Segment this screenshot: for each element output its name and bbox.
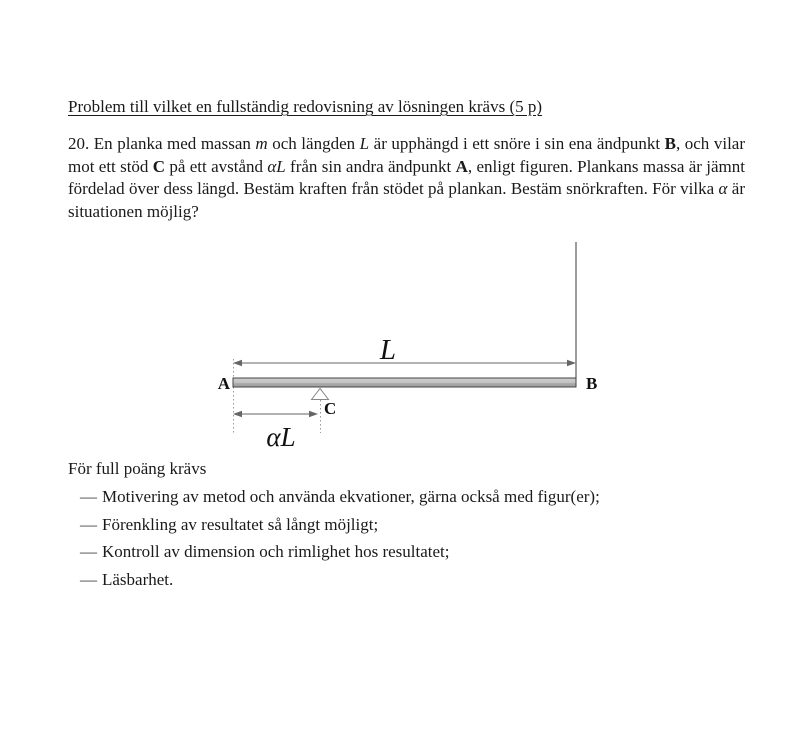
alpha-length-label: αL — [266, 422, 296, 452]
dash-marker: — — [80, 514, 97, 534]
point-label-A: A — [455, 156, 468, 176]
dimension-arrow-L — [233, 360, 576, 366]
endpoint-A-label: A — [217, 374, 230, 393]
text-run: 20. En planka med massan — [68, 134, 256, 153]
plank — [233, 378, 576, 387]
length-label: L — [379, 334, 397, 366]
requirement-text: Motivering av metod och använda ekvationer, gärna också med figur(er); — [102, 487, 600, 506]
text-run: från sin andra ändpunkt — [285, 156, 456, 176]
point-label-B: B — [664, 134, 676, 153]
problem-statement — [68, 133, 745, 223]
requirement-text: Förenkling av resultatet så långt möjligt; — [102, 514, 379, 534]
dash-marker: — — [80, 569, 97, 589]
requirements-list — [80, 488, 740, 598]
list-item — [80, 543, 740, 561]
text-run: är situationen möjlig? — [68, 179, 745, 221]
plank-diagram — [0, 238, 800, 455]
requirement-text: Kontroll av dimension och rimlighet hos resultatet; — [102, 542, 450, 561]
text-run: är upphängd i ett snöre i sin ena ändpunkt — [369, 134, 665, 153]
requirements-intro: För full poäng krävs — [68, 459, 207, 478]
text-run: , och vilar mot ett stöd — [68, 134, 745, 176]
math-var-m: m — [255, 134, 268, 153]
math-var-L: L — [359, 134, 370, 153]
math-var-alphaL: αL — [267, 156, 286, 176]
endpoint-B-label: B — [586, 374, 598, 393]
requirement-text: Läsbarhet. — [102, 569, 174, 589]
support-C-label: C — [324, 399, 337, 418]
list-item — [80, 516, 740, 534]
list-item — [80, 488, 740, 506]
text-run: och längden — [267, 134, 360, 153]
dash-marker: — — [80, 487, 97, 506]
text-run: på ett avstånd — [165, 156, 268, 176]
list-item — [80, 571, 740, 589]
support-triangle — [312, 389, 329, 400]
dash-marker: — — [80, 542, 97, 561]
section-heading: Problem till vilket en fullständig redovisning av lösningen krävs (5 p) — [68, 97, 543, 116]
math-var-alpha: α — [718, 179, 728, 199]
dimension-arrow-alphaL — [233, 411, 318, 417]
point-label-C: C — [152, 156, 166, 176]
text-run: , enligt figuren. Plankans massa är jämnt fördelad över dess längd. Bestäm kraften från stödet på plankan. Bestäm snörkraften. För vilka — [68, 156, 745, 199]
